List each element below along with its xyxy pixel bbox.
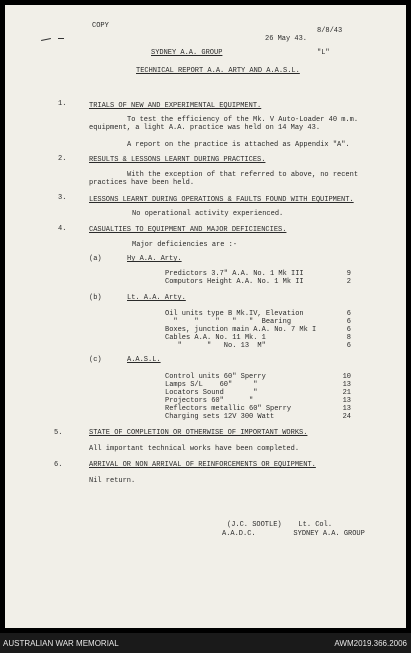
deficiency-quantity: 9	[346, 270, 351, 278]
section-number: 5.	[54, 429, 63, 437]
deficiency-quantity: 2	[346, 278, 351, 286]
section-heading: TRIALS OF NEW AND EXPERIMENTAL EQUIPMENT.	[89, 102, 262, 110]
deficiency-item: Charging sets 12V 300 Watt	[165, 413, 275, 421]
paragraph-line: Major deficiencies are :-	[132, 241, 238, 249]
paragraph-line: To test the efficiency of the Mk. V Auto-Loader 40 m.m.	[127, 116, 359, 124]
deficiency-quantity: 13	[342, 397, 351, 405]
deficiency-item: Predictors 3.7" A.A. No. 1 Mk III	[165, 270, 304, 278]
section-number: 6.	[54, 461, 63, 469]
deficiency-item: " " No. 13 M"	[165, 342, 266, 350]
archive-footer	[0, 633, 411, 653]
section-heading: RESULTS & LESSONS LEARNT DURING PRACTICES.	[89, 156, 266, 164]
paragraph-line: Nil return.	[89, 477, 136, 485]
document-page	[5, 5, 406, 628]
deficiency-quantity: 6	[346, 326, 351, 334]
document-title: TECHNICAL REPORT A.A. ARTY AND A.A.S.L.	[136, 67, 300, 75]
deficiency-quantity: 13	[342, 405, 351, 413]
section-heading: CASUALTIES TO EQUIPMENT AND MAJOR DEFICIENCIES.	[89, 226, 287, 234]
pen-mark	[41, 38, 51, 41]
paragraph-line: All important technical works have been completed.	[89, 445, 300, 453]
deficiency-item: Cables A.A. No. 11 Mk. 1	[165, 334, 266, 342]
paragraph-line: practices have been held.	[89, 179, 195, 187]
document-date: 26 May 43.	[265, 35, 308, 43]
deficiency-quantity: 6	[346, 310, 351, 318]
group-name: SYDNEY A.A. GROUP	[151, 49, 223, 57]
deficiency-item: Oil units type B Mk.IV, Elevation	[165, 310, 304, 318]
deficiency-item: " " " " " Bearing	[165, 318, 292, 326]
section-heading: STATE OF COMPLETION OR OTHERWISE OF IMPORTANT WORKS.	[89, 429, 308, 437]
deficiency-quantity: 6	[346, 342, 351, 350]
reference-number: 8/8/43	[317, 27, 343, 35]
deficiency-quantity: 8	[346, 334, 351, 342]
pen-mark	[58, 38, 64, 39]
section-number: 2.	[58, 155, 67, 163]
subsection-title: Lt. A.A. Arty.	[127, 294, 186, 302]
subsection-title: Hy A.A. Arty.	[127, 255, 182, 263]
section-number: 3.	[58, 194, 67, 202]
section-heading: ARRIVAL OR NON ARRIVAL OF REINFORCEMENTS OR EQUIPMENT.	[89, 461, 316, 469]
deficiency-item: Projectors 60" "	[165, 397, 254, 405]
deficiency-quantity: 21	[342, 389, 351, 397]
signatory-name: (J.C. SOOTLE) Lt. Col.	[227, 521, 333, 529]
paragraph-line: No operational activity experienced.	[132, 210, 284, 218]
deficiency-item: Lamps S/L 60" "	[165, 381, 258, 389]
deficiency-item: Computors Height A.A. No. 1 Mk II	[165, 278, 304, 286]
deficiency-quantity: 6	[346, 318, 351, 326]
subsection-label: (c)	[89, 356, 102, 364]
deficiency-quantity: 13	[342, 381, 351, 389]
section-heading: LESSONS LEARNT DURING OPERATIONS & FAULTS FOUND WITH EQUIPMENT.	[89, 196, 354, 204]
signatory-role: A.A.D.C. SYDNEY A.A. GROUP	[222, 530, 365, 538]
copy-mark: COPY	[92, 22, 109, 30]
section-number: 1.	[58, 100, 67, 108]
letter-designation: "L"	[317, 49, 330, 57]
paragraph-line: With the exception of that referred to above, no recent	[127, 171, 359, 179]
paragraph-line: A report on the practice is attached as Appendix "A".	[127, 141, 350, 149]
deficiency-quantity: 24	[342, 413, 351, 421]
deficiency-item: Control units 60" Sperry	[165, 373, 266, 381]
deficiency-quantity: 10	[342, 373, 351, 381]
subsection-label: (a)	[89, 255, 102, 263]
section-number: 4.	[58, 225, 67, 233]
archive-reference: AWM2019.366.2006	[334, 639, 407, 648]
subsection-label: (b)	[89, 294, 102, 302]
archive-name: AUSTRALIAN WAR MEMORIAL	[3, 639, 119, 648]
deficiency-item: Reflectors metallic 60" Sperry	[165, 405, 292, 413]
subsection-title: A.A.S.L.	[127, 356, 161, 364]
paragraph-line: equipment, a light A.A. practice was held on 14 May 43.	[89, 124, 321, 132]
deficiency-item: Boxes, junction main A.A. No. 7 Mk I	[165, 326, 317, 334]
deficiency-item: Locators Sound "	[165, 389, 258, 397]
